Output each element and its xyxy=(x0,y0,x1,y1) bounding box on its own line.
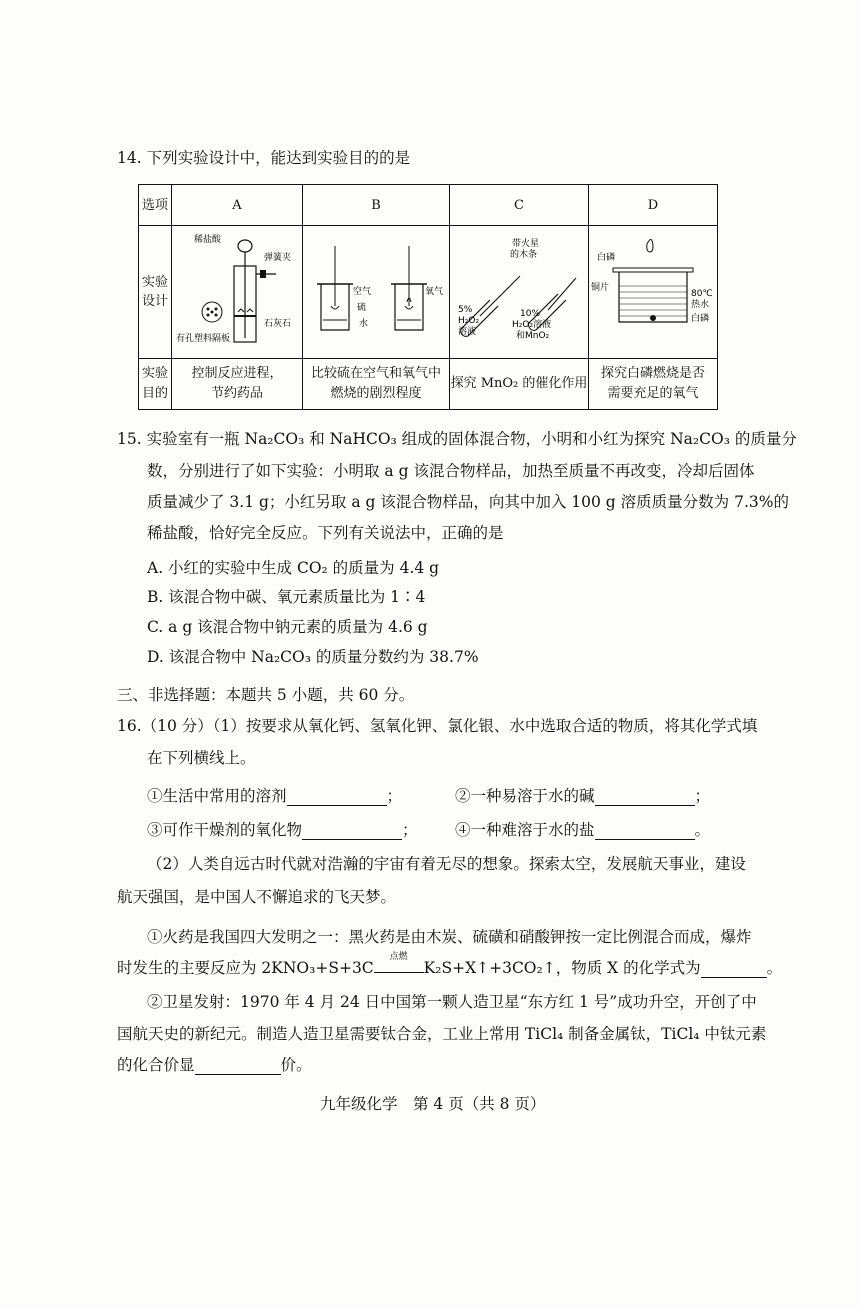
catalyst-test-diagram xyxy=(450,226,588,354)
option-a-header: A xyxy=(172,185,303,226)
q16-item-2: ②一种易溶于水的碱 ； xyxy=(455,787,711,805)
experiment-table xyxy=(138,184,718,410)
diagram-c-label: 溶液 xyxy=(458,327,477,337)
q16-fire-equation-line: 时发生的主要反应为 2KNO₃+S+3C 点燃 K₂S+X↑+3CO₂↑，物质 X 的化学式为 。 xyxy=(117,952,783,977)
q16-satellite-line: ②卫星发射：1970 年 4 月 24 日中国第一颗人造卫星“东方红 1 号”成功升空，开创了中 xyxy=(147,993,757,1011)
purpose-c: 探究 MnO₂ 的催化作用 xyxy=(450,359,589,410)
q16-satellite-line: 的化合价显 价。 xyxy=(117,1056,312,1074)
design-label: 实验 设计 xyxy=(139,226,172,359)
diagram-a-label: 石灰石 xyxy=(264,319,292,329)
phosphorus-combustion-diagram xyxy=(589,226,717,354)
answer-blank[interactable] xyxy=(595,821,695,840)
diagram-d xyxy=(589,226,718,359)
diagram-a-label: 弹簧夹 xyxy=(264,253,292,263)
diagram-d-label: 白磷 xyxy=(691,314,710,324)
table-header-label: 选项 xyxy=(139,185,172,226)
q16-satellite-line: 国航天史的新纪元。制造人造卫星需要钛合金，工业上常用 TiCl₄ 制备金属钛，TiCl₄ 中钛元素 xyxy=(117,1025,767,1043)
q16-item-3: ③可作干燥剂的氧化物 ； xyxy=(147,821,418,839)
diagram-d-label: 热水 xyxy=(691,300,710,310)
q15-line: 质量减少了 3.1 g；小红另取 a g 该混合物样品，向其中加入 100 g 溶质质量分数为 7.3%的 xyxy=(147,493,789,511)
page-footer: 九年级化学 第 4 页（共 8 页） xyxy=(320,1095,546,1113)
diagram-c-label: 带火星 xyxy=(512,239,540,249)
answer-blank[interactable] xyxy=(302,821,402,840)
diagram-c-label: H₂O₂溶液 xyxy=(512,320,552,330)
diagram-d-label: 80℃ xyxy=(691,289,713,299)
diagram-b-label: 空气 xyxy=(353,287,372,297)
q16-item-4: ④一种难溶于水的盐 。 xyxy=(455,821,711,839)
diagram-a xyxy=(172,226,303,359)
kipp-generator-diagram xyxy=(172,226,302,354)
purpose-b: 比较硫在空气和氧气中 燃烧的剧烈程度 xyxy=(303,359,450,410)
diagram-c xyxy=(450,226,589,359)
diagram-b-label: 氧气 xyxy=(425,287,444,297)
option-c-header: C xyxy=(450,185,589,226)
purpose-a: 控制反应进程， 节约药品 xyxy=(172,359,303,410)
q15-option-d: D. 该混合物中 Na₂CO₃ 的质量分数约为 38.7% xyxy=(147,648,479,666)
purpose-d: 探究白磷燃烧是否 需要充足的氧气 xyxy=(589,359,718,410)
q15-option-c: C. a g 该混合物中钠元素的质量为 4.6 g xyxy=(147,618,428,636)
diagram-d-label: 白磷 xyxy=(597,253,616,263)
q16-part2-line: （2）人类自远古时代就对浩瀚的宇宙有着无尽的想象。探索太空，发展航天事业，建设 xyxy=(147,855,746,873)
q15-option-b: B. 该混合物中碳、氧元素质量比为 1∶4 xyxy=(147,588,426,606)
diagram-c-label: 10% xyxy=(520,309,541,319)
option-b-header: B xyxy=(303,185,450,226)
diagram-a-label: 有孔塑料隔板 xyxy=(176,334,231,344)
q15-line: 稀盐酸，恰好完全反应。下列有关说法中，正确的是 xyxy=(147,524,504,542)
q16-intro-2: 在下列横线上。 xyxy=(147,749,256,767)
q16-part2-line: 航天强国，是中国人不懈追求的飞天梦。 xyxy=(117,888,397,906)
answer-blank[interactable] xyxy=(701,959,767,978)
diagram-c-label: 5% xyxy=(458,305,473,315)
q15-line: 数，分别进行了如下实验：小明取 a g 该混合物样品，加热至质量不再改变，冷却后固体 xyxy=(147,462,755,480)
diagram-c-label: 和MnO₂ xyxy=(516,331,550,341)
purpose-label: 实验 目的 xyxy=(139,359,172,410)
option-d-header: D xyxy=(589,185,718,226)
section-3-heading: 三、非选择题：本题共 5 小题，共 60 分。 xyxy=(117,686,415,704)
q16-intro: 16.（10 分）（1）按要求从氧化钙、氢氧化钾、氯化银、水中选取合适的物质，将其化学式填 xyxy=(117,717,758,735)
answer-blank[interactable] xyxy=(195,1056,281,1075)
diagram-c-label: H₂O₂ xyxy=(458,316,480,326)
diagram-b-label: 水 xyxy=(359,319,369,329)
q15-option-a: A. 小红的实验中生成 CO₂ 的质量为 4.4 g xyxy=(147,559,440,577)
diagram-d-label: 铜片 xyxy=(591,283,610,293)
q16-item-1: ①生活中常用的溶剂 ； xyxy=(147,787,403,805)
diagram-c-label: 的木条 xyxy=(510,250,538,260)
diagram-b xyxy=(303,226,450,359)
answer-blank[interactable] xyxy=(595,787,695,806)
question-14-title: 14. 下列实验设计中，能达到实验目的的是 xyxy=(117,149,411,167)
diagram-b-label: 硫 xyxy=(357,303,367,313)
q16-fire-line: ①火药是我国四大发明之一：黑火药是由木炭、硫磺和硝酸钾按一定比例混合而成，爆炸 xyxy=(147,928,752,946)
diagram-a-label: 稀盐酸 xyxy=(194,235,222,245)
q15-line: 15. 实验室有一瓶 Na₂CO₃ 和 NaHCO₃ 组成的固体混合物，小明和小红为探究 Na₂CO₃ 的质量分 xyxy=(117,430,797,448)
reaction-arrow: 点燃 xyxy=(374,963,424,973)
sulfur-combustion-diagram xyxy=(303,226,449,354)
answer-blank[interactable] xyxy=(287,787,387,806)
